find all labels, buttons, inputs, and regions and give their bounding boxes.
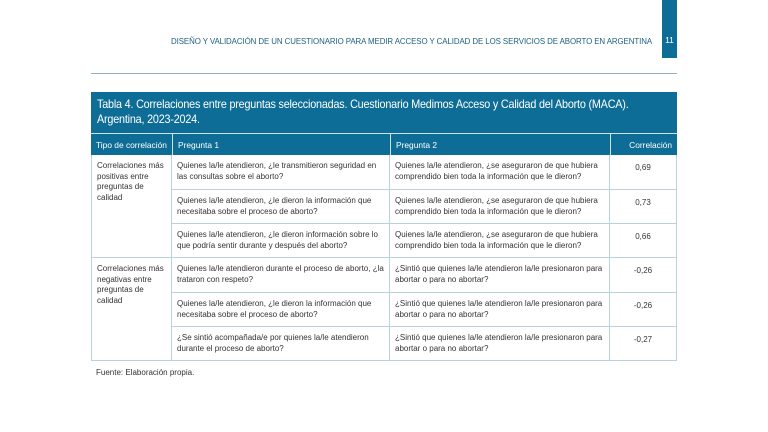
cell-correlacion: 0,69 (635, 163, 651, 172)
cell-pregunta-1: Quienes la/le atendieron, ¿le dieron la información que necesitaba sobre el proceso de aborto? (172, 293, 390, 326)
cell-pregunta-2: Quienes la/le atendieron, ¿se aseguraron de que hubiera comprendido bien toda la información que le dieron? (390, 155, 610, 189)
cell-pregunta-1: Quienes la/le atendieron, ¿le dieron la información que necesitaba sobre el proceso de aborto? (172, 190, 390, 223)
cell-correlacion: 0,66 (635, 232, 651, 241)
header-pregunta-1: Pregunta 1 (172, 134, 390, 155)
cell-pregunta-2: Quienes la/le atendieron, ¿se aseguraron de que hubiera comprendido bien toda la información que le dieron? (390, 190, 610, 223)
header-divider (91, 73, 677, 74)
cell-correlacion: 0,73 (635, 198, 651, 207)
table-title: Tabla 4. Correlaciones entre preguntas seleccionadas. Cuestionario Medimos Acceso y Calidad del Aborto (MACA). Argentina, 2023-2024. (97, 98, 629, 126)
table-row (172, 223, 676, 257)
cell-pregunta-2: ¿Sintió que quienes la/le atendieron la/le presionaron para abortar o para no abortar? (390, 293, 610, 326)
cell-pregunta-1: Quienes la/le atendieron, ¿le transmitieron seguridad en las consultas sobre el aborto? (172, 155, 390, 189)
table-row (172, 292, 676, 326)
table-header-row (91, 133, 677, 155)
cell-pregunta-2: ¿Sintió que quienes la/le atendieron la/le presionaron para abortar o para no abortar? (390, 258, 610, 292)
table-row (172, 155, 676, 189)
source-note: Fuente: Elaboración propia. (96, 368, 195, 377)
table-row (172, 189, 676, 223)
cell-pregunta-1: Quienes la/le atendieron, ¿le dieron información sobre lo que podría sentir durante y después del aborto? (172, 224, 390, 257)
group-type-label: Correlaciones más negativas entre preguntas de calidad (92, 258, 172, 360)
table-row (172, 326, 676, 360)
table-title-band (91, 92, 677, 133)
cell-pregunta-1: ¿Se sintió acompañada/e por quienes la/le atendieron durante el proceso de aborto? (172, 327, 390, 360)
group-type-label: Correlaciones más positivas entre preguntas de calidad (92, 155, 172, 257)
header-pregunta-2: Pregunta 2 (390, 134, 610, 155)
correlation-table (91, 92, 677, 361)
running-head: DISEÑO Y VALIDACIÓN DE UN CUESTIONARIO PARA MEDIR ACCESO Y CALIDAD DE LOS SERVICIOS DE ABORTO EN ARGENTINA (170, 36, 653, 46)
group-positive (91, 155, 677, 258)
cell-correlacion: -0,26 (633, 301, 653, 310)
cell-pregunta-2: Quienes la/le atendieron, ¿se aseguraron de que hubiera comprendido bien toda la información que le dieron? (390, 224, 610, 257)
cell-correlacion: -0,26 (633, 266, 653, 275)
page-number: 11 (665, 35, 674, 45)
group-negative (91, 258, 677, 361)
cell-pregunta-2: ¿Sintió que quienes la/le atendieron la/le presionaron para abortar o para no abortar? (390, 327, 610, 360)
table-row (172, 258, 676, 292)
cell-pregunta-1: Quienes la/le atendieron durante el proceso de aborto, ¿la trataron con respeto? (172, 258, 390, 292)
header-correlacion: Correlación (610, 134, 677, 155)
cell-correlacion: -0,27 (633, 335, 653, 344)
page-number-tab (662, 0, 677, 58)
header-tipo: Tipo de correlación (96, 139, 167, 150)
